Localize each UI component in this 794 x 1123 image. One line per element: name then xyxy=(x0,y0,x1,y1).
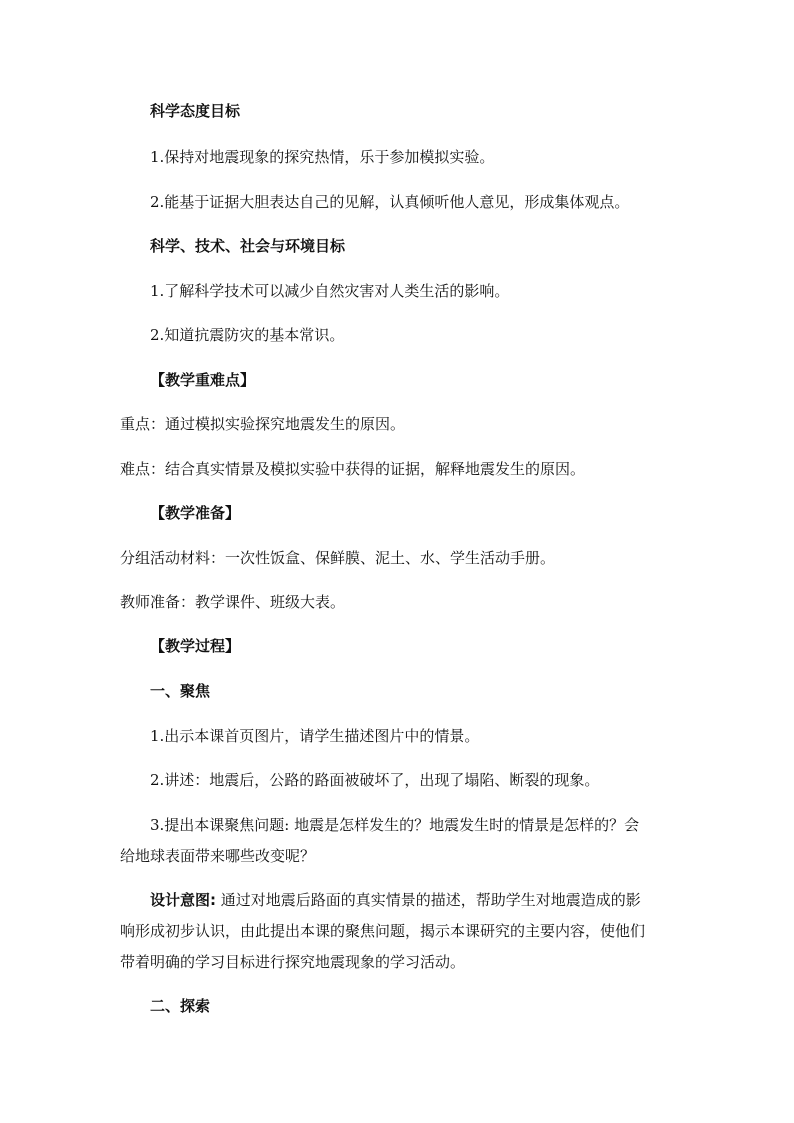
heading-key-points: 【教学重难点】 xyxy=(150,371,256,389)
sts-item-2: 2.知道抗震防灾的基本常识。 xyxy=(150,326,345,344)
prep-teacher: 教师准备：教学课件、班级大表。 xyxy=(120,593,346,611)
prep-group: 分组活动材料：一次性饭盒、保鲜膜、泥土、水、学生活动手册。 xyxy=(120,549,556,567)
heading-sts: 科学、技术、社会与环境目标 xyxy=(150,237,346,255)
design-intent-line3: 带着明确的学习目标进行探究地震现象的学习活动。 xyxy=(120,953,466,971)
attitude-item-2: 2.能基于证据大胆表达自己的见解，认真倾听他人意见，形成集体观点。 xyxy=(150,193,630,211)
attitude-item-1: 1.保持对地震现象的探究热情，乐于参加模拟实验。 xyxy=(150,148,495,166)
heading-science-attitude: 科学态度目标 xyxy=(150,102,241,120)
heading-process: 【教学过程】 xyxy=(150,637,241,655)
heading-preparation: 【教学准备】 xyxy=(150,504,241,522)
key-point: 重点：通过模拟实验探究地震发生的原因。 xyxy=(120,415,406,433)
sts-item-1: 1.了解科学技术可以减少自然灾害对人类生活的影响。 xyxy=(150,282,510,300)
section-focus: 一、聚焦 xyxy=(150,682,211,700)
design-intent-line2: 响形成初步认识，由此提出本课的聚焦问题，揭示本课研究的主要内容，使他们 xyxy=(120,922,646,940)
difficult-point: 难点：结合真实情景及模拟实验中获得的证据，解释地震发生的原因。 xyxy=(120,460,586,478)
focus-item-3-line2: 给地球表面带来哪些改变呢？ xyxy=(120,847,316,865)
focus-item-1: 1.出示本课首页图片，请学生描述图片中的情景。 xyxy=(150,727,480,745)
design-intent-text-1: 通过对地震后路面的真实情景的描述，帮助学生对地震造成的影 xyxy=(216,891,641,909)
design-intent-label: 设计意图: xyxy=(150,891,216,909)
design-intent-line1 xyxy=(150,890,641,910)
focus-item-3-line1: 3.提出本课聚焦问题: 地震是怎样发生的？地震发生时的情景是怎样的？会 xyxy=(150,816,640,834)
focus-item-2: 2.讲述：地震后，公路的路面被破坏了，出现了塌陷、断裂的现象。 xyxy=(150,771,600,789)
section-explore: 二、探索 xyxy=(150,997,211,1015)
